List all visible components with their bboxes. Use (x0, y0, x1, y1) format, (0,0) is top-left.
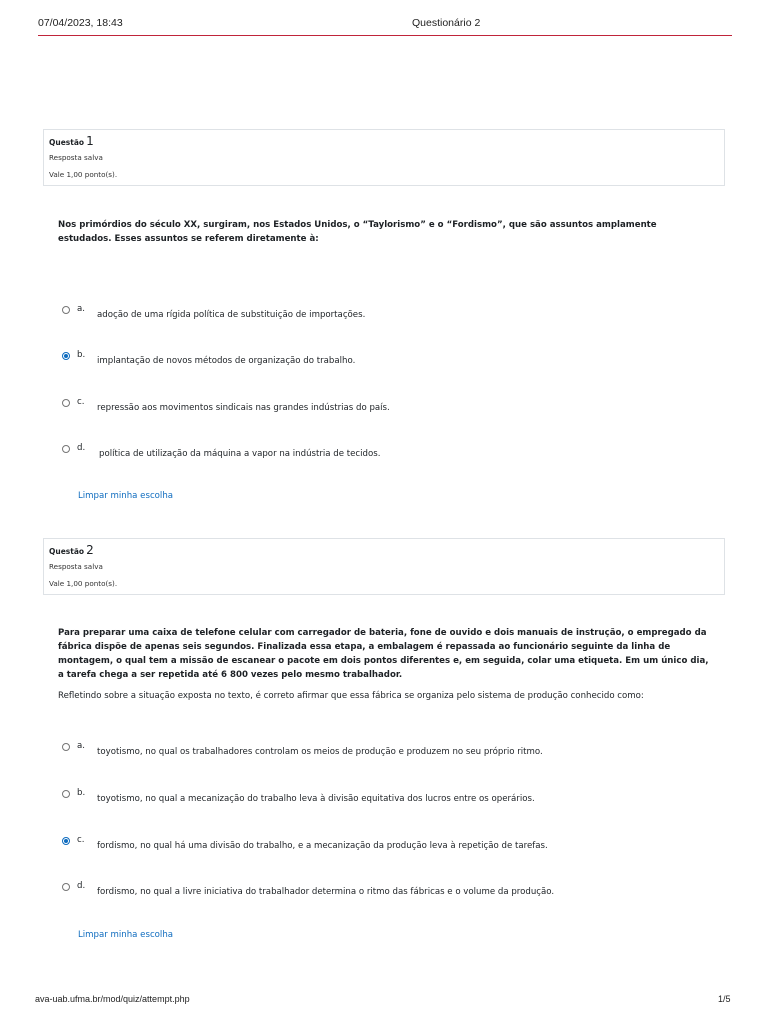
header-divider (38, 35, 732, 36)
radio-button-selected[interactable] (62, 352, 70, 360)
radio-button[interactable] (62, 743, 70, 751)
print-footer-url: ava-uab.ufma.br/mod/quiz/attempt.php (35, 994, 190, 1004)
print-datetime: 07/04/2023, 18:43 (38, 17, 123, 29)
print-title: Questionário 2 (412, 17, 481, 29)
question-1-points: Vale 1,00 ponto(s). (49, 170, 118, 179)
radio-button[interactable] (62, 306, 70, 314)
question-1-text: Nos primórdios do século XX, surgiram, nos Estados Unidos, o “Taylorismo” e o “Fordismo”, que são assuntos amplamente estudados. Esses assuntos se referem diretamente à: (58, 220, 657, 244)
radio-button[interactable] (62, 790, 70, 798)
print-footer-page: 1/5 (718, 994, 731, 1004)
question-2-info (43, 538, 725, 595)
question-2-status: Resposta salva (49, 562, 103, 571)
radio-button-selected[interactable] (62, 837, 70, 845)
question-1-status: Resposta salva (49, 153, 103, 162)
radio-button[interactable] (62, 399, 70, 407)
question-2-text: Para preparar uma caixa de telefone celular com carregador de bateria, fone de ouvido e dois manuais de instrução, o empregado da fábrica dispõe de apenas seis segundos. Finalizada essa etapa, a embalagem é repassada ao funcionário seguinte da linha de montagem, o qual tem a missão de escanear o pacote em dois pontos diferentes e, em seguida, colar uma etiqueta. Em um único dia, a tarefa chega a ser repetida até 6 800 vezes pelo mesmo trabalhador. (58, 628, 709, 680)
question-2-prompt: Refletindo sobre a situação exposta no texto, é correto afirmar que essa fábrica se organiza pelo sistema de produção conhecido como: (58, 691, 644, 701)
question-2-points: Vale 1,00 ponto(s). (49, 579, 118, 588)
radio-button[interactable] (62, 445, 70, 453)
question-2-clear-choice-link[interactable]: Limpar minha escolha (78, 930, 174, 940)
radio-button[interactable] (62, 883, 70, 891)
question-1-clear-choice-link[interactable]: Limpar minha escolha (78, 491, 174, 501)
question-2-number: Questão 2 (49, 543, 94, 557)
question-1-number: Questão 1 (49, 134, 94, 148)
question-1-info (43, 129, 725, 186)
